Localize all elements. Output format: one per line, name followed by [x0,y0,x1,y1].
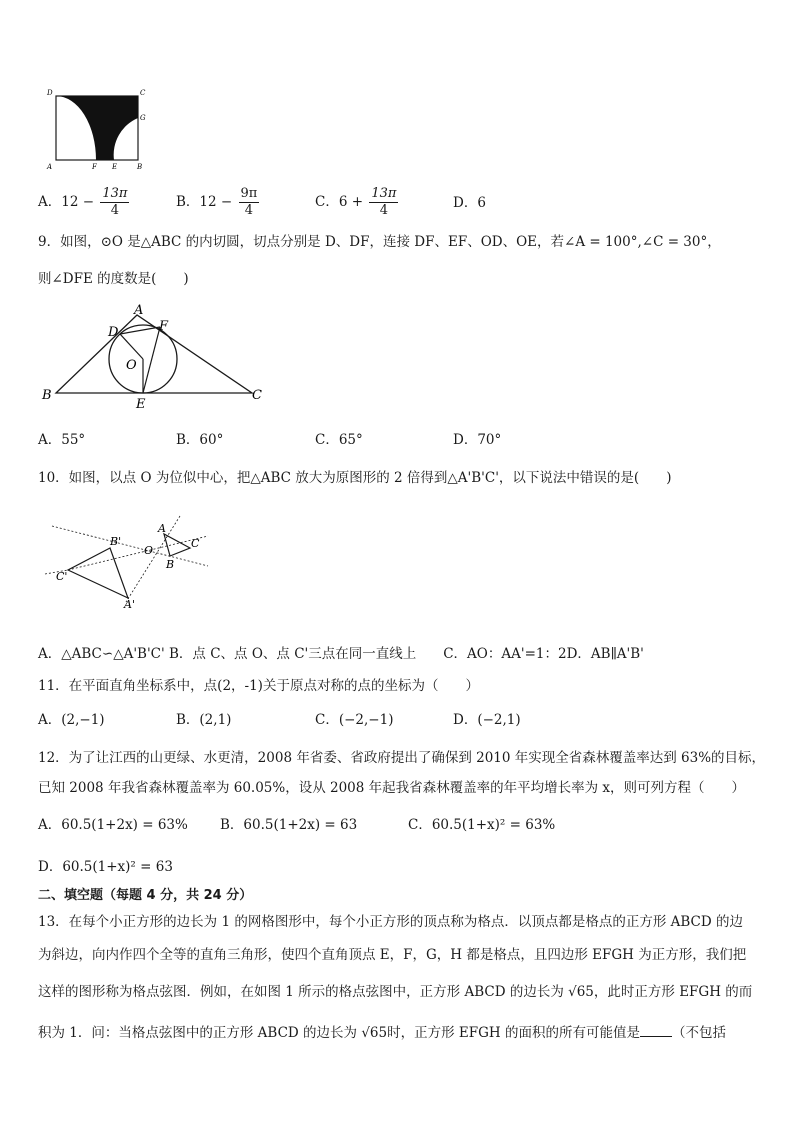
q12-option-d: D．60.5(1+x)² = 63 [38,859,173,875]
q8-label-d: D [47,89,53,97]
q10-label-a-prime: A' [124,598,135,611]
q9-stem-line2: 则∠DFE 的度数是( ) [38,271,189,287]
q13-stem-line3: 这样的图形称为格点弦图．例如，在如图 1 所示的格点弦图中，正方形 ABCD 的边长为 √65，此时正方形 EFGH 的而 [38,984,753,1000]
q12-option-b: B．60.5(1+2x) = 63 [220,817,358,833]
q9-label-f: F [159,319,169,334]
q13-stem-line4: 积为 1．问：当格点弦图中的正方形 ABCD 的边长为 √65时，正方形 EFGH 的面积的所有可能值是 （不包括 [38,1022,726,1043]
q8-option-d: D．6 [453,195,486,211]
q11-option-b: B．(2,1) [176,712,232,728]
q8-option-a: A．12 − $\frac{13\pi}{4}$ [38,186,128,218]
q8-figure [44,86,154,174]
q10-label-c-prime: C' [56,570,68,583]
q13-answer-blank[interactable] [640,1022,672,1037]
q13-stem-line2: 为斜边，向内作四个全等的直角三角形，使四个直角顶点 E，F，G，H 都是格点，且四边形 EFGH 为正方形，我们把 [38,947,747,963]
q10-figure [40,512,215,612]
q10-triangle-small [164,534,190,556]
q10-ray-b [52,526,208,566]
q9-segment-df [120,327,160,334]
q8-option-b: B．12 − $\frac{9\pi}{4}$ [176,186,258,218]
q12-option-c: C．60.5(1+x)² = 63% [408,817,556,833]
q9-option-a: A．55° [38,432,86,448]
q8-label-f: F [92,163,97,171]
q10-label-c: C [191,537,200,550]
q11-option-c: C．(−2,−1) [315,712,394,728]
q10-label-o: O [144,544,154,557]
q9-label-b: B [42,388,52,403]
q8-label-c: C [140,89,146,97]
q8-label-g: G [140,114,146,122]
q8-label-a: A [47,163,53,171]
q10-ray-c [68,536,208,570]
q8-option-c: C．6 + $\frac{13\pi}{4}$ [315,186,397,218]
q8-shaded-region [56,96,138,160]
q9-option-b: B．60° [176,432,224,448]
q9-label-c: C [252,388,262,403]
q9-stem-line1: 9．如图，⊙O 是△ABC 的内切圆，切点分别是 D、DF，连接 DF、EF、OD、OE，若∠A = 100°,∠C = 30°， [38,234,721,250]
q8-label-b: B [137,163,143,171]
section-fill-in-blank-title: 二、填空题（每题 4 分，共 24 分） [38,888,253,903]
q11-stem-line1: 11．在平面直角坐标系中，点(2，-1)关于原点对称的点的坐标为（ ） [38,678,479,694]
q11-option-a: A．(2,−1) [38,712,105,728]
q10-options: A．△ABC∽△A'B'C' B．点 C、点 O、点 C'三点在同一直线上 C．AO：AA'=1：2D．AB∥A'B' [38,646,644,662]
q13-stem-line1: 13．在每个小正方形的边长为 1 的网格图形中，每个小正方形的顶点称为格点．以顶点都是格点的正方形 ABCD 的边 [38,914,744,930]
q9-label-d: D [108,325,119,340]
q9-option-c: C．65° [315,432,363,448]
q10-label-b-prime: B' [110,535,122,548]
q9-label-e: E [136,397,146,408]
q12-option-a: A．60.5(1+2x) = 63% [38,817,188,833]
q9-option-d: D．70° [453,432,502,448]
q8-label-e: E [112,163,118,171]
q10-label-a: A [158,522,166,535]
q11-option-d: D．(−2,1) [453,712,521,728]
q9-figure [40,302,270,408]
q9-label-o: O [126,358,137,373]
q12-stem-line2: 已知 2008 年我省森林覆盖率为 60.05%，设从 2008 年起我省森林覆盖率的年平均增长率为 x，则可列方程（ ） [38,780,746,796]
q10-triangle-large [68,548,128,598]
q9-segment-fe [143,327,160,393]
q9-segment-od [120,334,143,359]
q10-label-b: B [166,558,175,571]
q12-stem-line1: 12．为了让江西的山更绿、水更清，2008 年省委、省政府提出了确保到 2010 年实现全省森林覆盖率达到 63%的目标， [38,750,766,766]
q9-label-a: A [134,303,144,318]
q10-stem-line1: 10．如图，以点 O 为位似中心，把△ABC 放大为原图形的 2 倍得到△A'B'C'，以下说法中错误的是( ) [38,470,672,486]
